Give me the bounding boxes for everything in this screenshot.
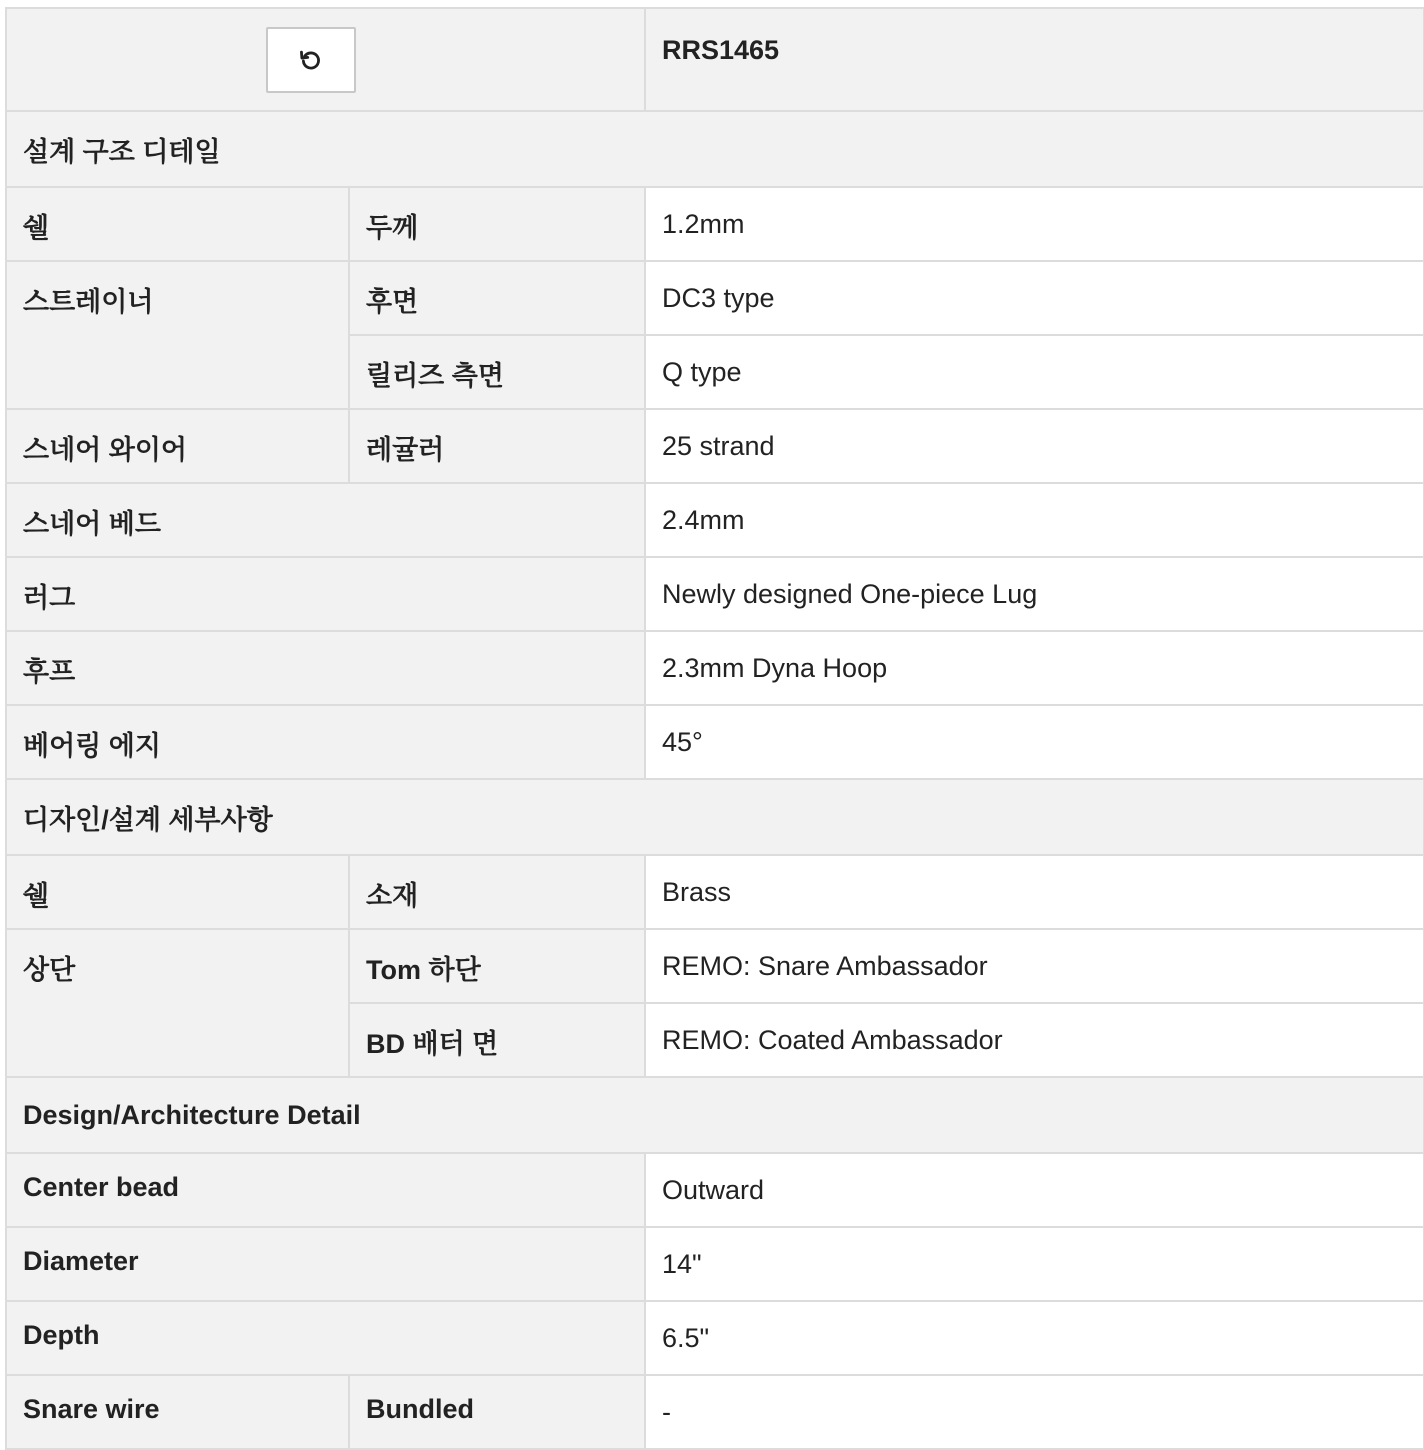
row-value: 2.4mm (645, 483, 1424, 557)
table-row (6, 557, 1424, 631)
section-title: Design/Architecture Detail (6, 1077, 1424, 1153)
table-row (6, 1375, 1424, 1449)
section-header-row (6, 111, 1424, 187)
row-value: 14" (645, 1227, 1424, 1301)
section-header-row (6, 1077, 1424, 1153)
table-row (6, 855, 1424, 929)
table-row (6, 409, 1424, 483)
row-sublabel: Bundled (349, 1375, 645, 1449)
spec-table (5, 7, 1424, 1450)
row-label: 상단 (6, 929, 349, 1077)
row-sublabel: 레귤러 (349, 409, 645, 483)
row-value: 2.3mm Dyna Hoop (645, 631, 1424, 705)
row-sublabel: Tom 하단 (349, 929, 645, 1003)
row-value: 1.2mm (645, 187, 1424, 261)
row-value: 25 strand (645, 409, 1424, 483)
table-row (6, 929, 1424, 1003)
table-row (6, 1153, 1424, 1227)
row-value: - (645, 1375, 1424, 1449)
row-label: Diameter (6, 1227, 645, 1301)
section-header-row (6, 779, 1424, 855)
section-title: 설계 구조 디테일 (6, 111, 1424, 187)
row-label: 스트레이너 (6, 261, 349, 409)
table-row (6, 1301, 1424, 1375)
row-value: Outward (645, 1153, 1424, 1227)
row-label: 베어링 에지 (6, 705, 645, 779)
reset-icon (298, 47, 324, 73)
model-name: RRS1465 (645, 8, 1424, 111)
row-label: Depth (6, 1301, 645, 1375)
row-value: REMO: Coated Ambassador (645, 1003, 1424, 1077)
row-value: 6.5" (645, 1301, 1424, 1375)
table-row (6, 705, 1424, 779)
row-value: Newly designed One-piece Lug (645, 557, 1424, 631)
table-header-row (6, 8, 1424, 111)
section-title: 디자인/설계 세부사항 (6, 779, 1424, 855)
row-value: Q type (645, 335, 1424, 409)
table-row (6, 483, 1424, 557)
row-label: 스네어 베드 (6, 483, 645, 557)
reset-button[interactable] (266, 27, 356, 93)
row-label: 러그 (6, 557, 645, 631)
row-label: Snare wire (6, 1375, 349, 1449)
row-value: REMO: Snare Ambassador (645, 929, 1424, 1003)
row-sublabel: 소재 (349, 855, 645, 929)
row-sublabel: 릴리즈 측면 (349, 335, 645, 409)
row-label: Center bead (6, 1153, 645, 1227)
row-sublabel: BD 배터 면 (349, 1003, 645, 1077)
row-value: DC3 type (645, 261, 1424, 335)
row-sublabel: 두께 (349, 187, 645, 261)
row-value: 45° (645, 705, 1424, 779)
table-row (6, 631, 1424, 705)
row-value: Brass (645, 855, 1424, 929)
row-label: 쉘 (6, 855, 349, 929)
table-row (6, 187, 1424, 261)
row-label: 쉘 (6, 187, 349, 261)
reset-cell (6, 8, 645, 111)
row-sublabel: 후면 (349, 261, 645, 335)
table-row (6, 1227, 1424, 1301)
row-label: 스네어 와이어 (6, 409, 349, 483)
row-label: 후프 (6, 631, 645, 705)
table-row (6, 261, 1424, 335)
